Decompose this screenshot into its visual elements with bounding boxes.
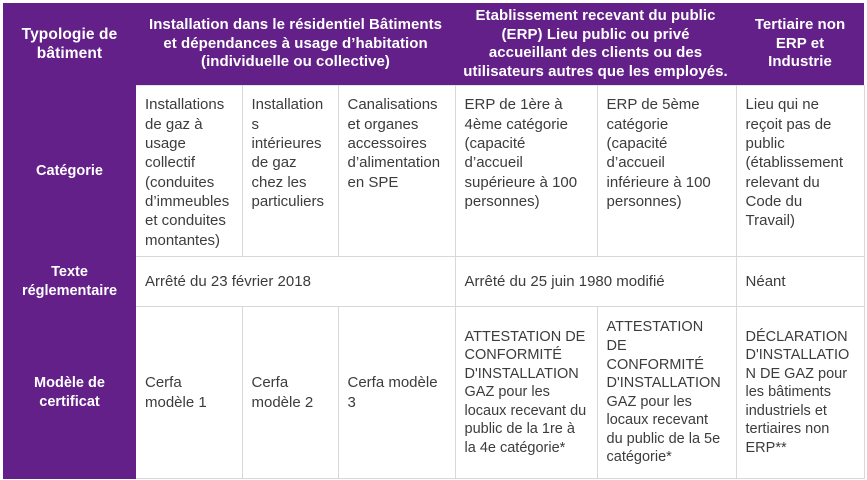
building-typology-table — [3, 3, 865, 479]
cell-categorie-installations-interieures: Installations intérieures de gaz chez les particuliers — [242, 86, 338, 257]
cell-categorie-erp-5: ERP de 5ème catégorie (capacité d’accueil inférieure à 100 personnes) — [597, 86, 736, 257]
cell-texte-neant: Néant — [736, 257, 864, 307]
cell-modele-declaration-non-erp: DÉCLARATION D'INSTALLATION DE GAZ pour les bâtiments industriels et tertiaires non ERP** — [736, 307, 864, 479]
cell-categorie-installations-collectif: Installations de gaz à usage collectif (conduites d’immeubles et conduites montantes) — [136, 86, 242, 257]
row-label-categorie: Catégorie — [3, 86, 136, 257]
cell-modele-attestation-1re-4e: ATTESTATION DE CONFORMITÉ D'INSTALLATION GAZ pour les locaux recevant du public de la 1re à la 4e catégorie* — [455, 307, 597, 479]
table-header-row — [3, 3, 864, 86]
header-etablissement-recevant-public: Etablissement recevant du public (ERP) Lieu public ou privé accueillant des clients ou des utilisateurs autres que les employés. — [455, 3, 736, 86]
cell-modele-attestation-5e: ATTESTATION DE CONFORMITÉ D'INSTALLATION GAZ pour les locaux recevant du public de la 5e catégorie* — [597, 307, 736, 479]
cell-modele-cerfa-2: Cerfa modèle 2 — [242, 307, 338, 479]
cell-modele-cerfa-1: Cerfa modèle 1 — [136, 307, 242, 479]
table-row — [3, 86, 864, 257]
cell-modele-cerfa-3: Cerfa modèle 3 — [338, 307, 455, 479]
cell-categorie-canalisations-spe: Canalisations et organes accessoires d’alimentation en SPE — [338, 86, 455, 257]
table-row — [3, 257, 864, 307]
cell-categorie-erp-1-4: ERP de 1ère à 4ème catégorie (capacité d’accueil supérieure à 100 personnes) — [455, 86, 597, 257]
row-label-modele-certificat: Modèle de certificat — [3, 307, 136, 479]
row-label-texte-reglementaire: Texte réglementaire — [3, 257, 136, 307]
header-installation-residentiel: Installation dans le résidentiel Bâtiments et dépendances à usage d’habitation (individuelle ou collective) — [136, 3, 455, 86]
header-tertiaire-non-erp: Tertiaire non ERP et Industrie — [736, 3, 864, 86]
cell-texte-arrete-1980: Arrêté du 25 juin 1980 modifié — [455, 257, 736, 307]
table-row — [3, 307, 864, 479]
cell-texte-arrete-2018: Arrêté du 23 février 2018 — [136, 257, 455, 307]
cell-categorie-lieu-sans-public: Lieu qui ne reçoit pas de public (établissement relevant du Code du Travail) — [736, 86, 864, 257]
header-typologie-batiment: Typologie de bâtiment — [3, 3, 136, 86]
